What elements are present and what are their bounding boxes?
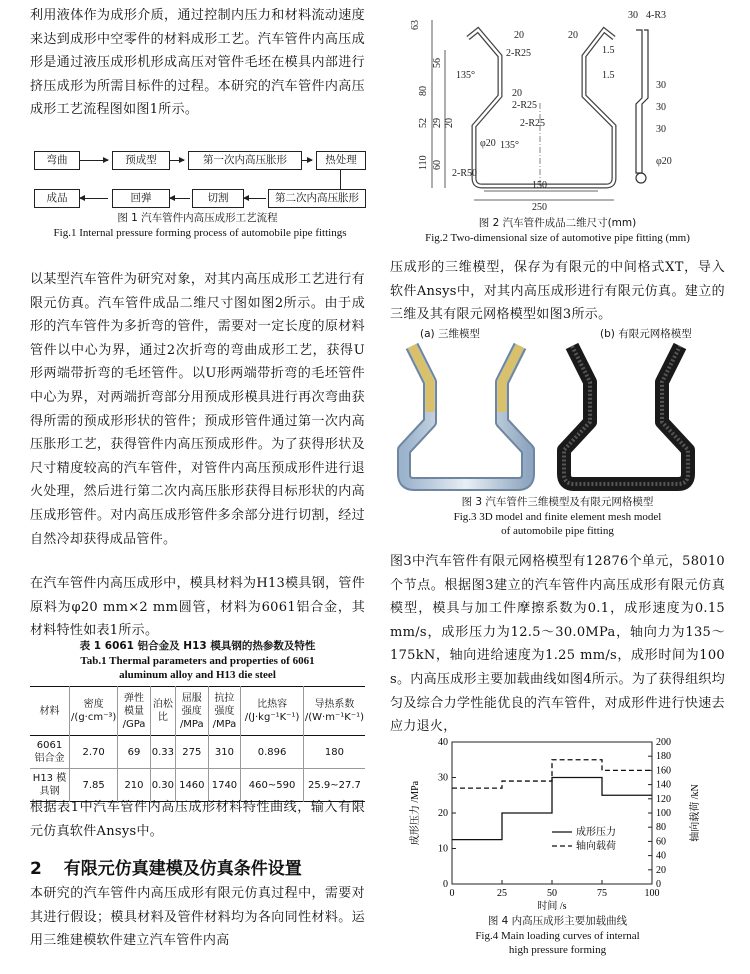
- dim-label: 2-R50: [452, 168, 477, 179]
- figure-3-label-b: (b) 有限元网格模型: [600, 328, 692, 340]
- table-row: [30, 736, 365, 769]
- section-number: 2: [30, 859, 42, 879]
- table-cell: 460~590: [241, 769, 304, 802]
- y-tick-label: 0: [443, 879, 448, 890]
- x-tick-label: 50: [547, 888, 557, 899]
- paragraph: 压成形的三维模型，保存为有限元的中间格式XT，导入软件Ansys中，对其内高压成形进行有限元仿真。建立的三维及其有限元网格模型如图3所示。: [390, 260, 725, 323]
- flow-box-cutting: 切割: [192, 189, 244, 208]
- dim-label: 60: [432, 160, 443, 170]
- table-cell: 0.33: [150, 736, 175, 769]
- legend-entry: 成形压力: [576, 827, 616, 838]
- legend-entry: 轴向载荷: [576, 841, 616, 852]
- figure-4-caption-en: high pressure forming: [508, 944, 607, 956]
- table-header-cell: 材料: [30, 687, 70, 736]
- y-tick-label: 20: [438, 808, 448, 819]
- paragraph: 利用液体作为成形介质，通过控制内压力和材料流动速度来达到成形中空零件的材料成形工艺。汽车管件内高压成形是通过液压成形机形成高压对管件毛坯在模具内部进行挤压成形为所需目标件的过程。本研究的汽车管件内高压成形工艺流程图如图1所示。: [30, 8, 365, 118]
- dim-label: 2-R25: [512, 100, 537, 111]
- flow-box-heat-treatment: 热处理: [316, 151, 366, 170]
- table-cell: 2.70: [70, 736, 118, 769]
- dim-label: 4-R3: [646, 10, 666, 21]
- table-header-cell: 弹性模量 /GPa: [118, 687, 150, 736]
- table-cell: 275: [175, 736, 208, 769]
- y2-tick-label: 20: [656, 864, 666, 876]
- figure-1-caption-cn: 图 1 汽车管件内高压成形工艺流程: [117, 212, 278, 224]
- flow-box-second-bulging: 第二次内高压胀形: [268, 189, 366, 208]
- dim-label: 30: [656, 80, 666, 91]
- flow-arrow: [302, 160, 312, 161]
- flow-box-product: 成品: [34, 189, 80, 208]
- table-cell: 210: [118, 769, 150, 802]
- y2-tick-label: 200: [656, 737, 671, 748]
- y2-tick-label: 160: [656, 765, 671, 777]
- table-cell: 0.30: [150, 769, 175, 802]
- dim-label: φ20: [656, 156, 672, 167]
- dim-label: 30: [656, 102, 666, 113]
- flow-connector: [340, 170, 341, 189]
- dim-label: 20: [444, 118, 455, 128]
- flow-arrow: [170, 160, 184, 161]
- y2-tick-label: 140: [656, 779, 671, 791]
- figure-3-caption-cn: 图 3 汽车管件三维模型及有限元网格模型: [461, 496, 654, 508]
- dim-label: 20: [512, 88, 522, 99]
- dim-label: 135°: [500, 140, 519, 151]
- figure-2-drawing: [390, 8, 725, 213]
- table-cell: 0.896: [241, 736, 304, 769]
- table-cell: 6061 铝合金: [30, 736, 70, 769]
- figure-3-label-a: (a) 三维模型: [420, 328, 480, 340]
- figure-3-caption-en: Fig.3 3D model and finite element mesh model: [453, 511, 662, 523]
- table-1-title-en: aluminum alloy and H13 die steel: [119, 669, 276, 681]
- table-header-cell: 密度 /(g·cm⁻³): [70, 687, 118, 736]
- mesh-model-image: [564, 346, 688, 484]
- table-cell: 25.9~27.7: [307, 779, 361, 791]
- table-1-title-cn: 表 1 6061 铝合金及 H13 模具钢的热参数及特性: [79, 640, 316, 652]
- table-1-title-en: Tab.1 Thermal parameters and properties of 6061: [80, 655, 315, 667]
- dim-label: 56: [432, 58, 443, 68]
- dim-label: 29: [432, 118, 443, 128]
- flow-box-first-bulging: 第一次内高压胀形: [188, 151, 302, 170]
- paragraph: 以某型汽车管件为研究对象，对其内高压成形工艺进行有限元仿真。汽车管件成品二维尺寸图如图2所示。由于成形的汽车管件为多折弯的管件，需要对一定长度的原材料管件以中心为界，通过2次折弯的弯曲成形工艺，获得U形两端带折弯的毛坯管件。以U形两端带折弯的毛坯管件中心为界，对两端折弯部分用预成形模具进行再次弯曲获得所需的预成形形状的管件；预成形管件通过第一次内高压胀形工艺，获得管件内高压预成形件。为了获得形状及尺寸精度较高的汽车管件，对管件内高压预成形件进行退火处理，然后进行第二次内高压胀形获得目标形状的内高压成形管件。对内高压成形管件多余部分进行切割，经过自然冷却获得成品管件。: [30, 272, 365, 547]
- flow-arrow: [244, 198, 266, 199]
- y2-tick-label: 180: [656, 751, 671, 763]
- dim-label: 1.5: [602, 70, 615, 81]
- dim-label: 1.5: [602, 45, 615, 56]
- y2-tick-label: 0: [656, 879, 661, 890]
- y2-tick-label: 60: [656, 836, 666, 848]
- y-tick-label: 30: [438, 772, 448, 784]
- flow-box-preform: 预成型: [112, 151, 170, 170]
- flow-arrow: [80, 160, 108, 161]
- y2-axis-label: 轴向载荷 /kN: [690, 784, 701, 842]
- y2-tick-label: 120: [656, 793, 671, 805]
- figure-1-caption-en: Fig.1 Internal pressure forming process of automobile pipe fittings: [53, 227, 347, 239]
- flow-arrow: [170, 198, 190, 199]
- section-heading: [30, 854, 302, 879]
- y2-tick-label: 40: [656, 850, 666, 862]
- dim-label: 80: [418, 86, 429, 96]
- paragraph: 在汽车管件内高压成形中，模具材料为H13模具钢，管件原料为φ20 mm×2 mm圆管，材料为6061铝合金，其材料特性如表1所示。: [30, 576, 365, 639]
- flow-box-springback: 回弹: [112, 189, 170, 208]
- dim-label: 2-R25: [520, 118, 545, 129]
- 3d-model-image: [404, 346, 528, 484]
- table-header-row: [30, 687, 365, 736]
- y-tick-label: 10: [438, 843, 448, 855]
- paragraph: 本研究的汽车管件内高压成形有限元仿真过程中，需要对其进行假设；模具材料及管件材料均为各向同性材料。运用三维建模软件建立汽车管件内高: [30, 886, 365, 949]
- x-tick-label: 25: [497, 888, 507, 899]
- table-cell: 1460: [175, 769, 208, 802]
- dim-label: 2-R25: [506, 48, 531, 59]
- paragraph: 根据表1中汽车管件内高压成形材料特性曲线，输入有限元仿真软件Ansys中。: [30, 800, 365, 839]
- table-cell: 69: [118, 736, 150, 769]
- flow-arrow: [80, 198, 108, 199]
- table-cell: 180: [324, 746, 344, 758]
- table-header-cell: 导热系数 /(W·m⁻¹K⁻¹): [304, 699, 365, 723]
- dim-label: 250: [532, 202, 547, 213]
- figure-4-chart: [390, 734, 725, 914]
- y-axis-label: 成形压力 /MPa: [410, 780, 421, 846]
- table-header-cell: 屈服强度 /MPa: [175, 687, 208, 736]
- dim-label: 150: [532, 180, 547, 191]
- figure-3-models: [390, 342, 725, 492]
- dim-label: 52: [418, 118, 429, 128]
- y2-tick-label: 100: [656, 808, 671, 819]
- x-tick-label: 75: [597, 888, 607, 899]
- figure-2-caption-en: Fig.2 Two-dimensional size of automotive pipe fitting (mm): [425, 232, 690, 244]
- table-cell: 7.85: [70, 769, 118, 802]
- figure-3-caption-en: of automobile pipe fitting: [501, 525, 614, 537]
- figure-4-caption-en: Fig.4 Main loading curves of internal: [475, 930, 640, 942]
- table-cell: 310: [208, 736, 241, 769]
- paragraph: 图3中汽车管件有限元网格模型有12876个单元，58010个节点。根据图3建立的汽车管件内高压成形有限元仿真模型，模具与加工件摩擦系数为0.1，成形速度为0.15 mm/s，成形压力为12.5～30.0MPa，轴向力为135～175kN，轴向进给速度为1.25 mm/s，成形时间为100 s。内高压成形主要加载曲线如图4所示。为了获得组织均匀及综合力学性能优良的汽车管件，对成形件进行快速去应力退火，: [390, 554, 725, 735]
- y2-tick-label: 80: [656, 822, 666, 834]
- dim-label: 110: [418, 155, 429, 170]
- table-cell: 1740: [208, 769, 241, 802]
- figure-2-caption-cn: 图 2 汽车管件成品二维尺寸(mm): [478, 217, 637, 229]
- dim-label: 30: [628, 10, 638, 21]
- table-header-cell: 抗拉强度 /MPa: [208, 687, 241, 736]
- x-axis-label: 时间 /s: [537, 901, 567, 912]
- table-header-cell: 泊松比: [150, 687, 175, 736]
- table-header-cell: 比热容 /(J·kg⁻¹K⁻¹): [241, 687, 304, 736]
- y-tick-label: 40: [438, 737, 448, 748]
- dim-label: 63: [410, 20, 421, 30]
- section-title: 有限元仿真建模及仿真条件设置: [63, 859, 302, 879]
- x-tick-label: 0: [449, 888, 455, 899]
- series-line-1: [452, 778, 652, 840]
- dim-label: 20: [514, 30, 524, 41]
- x-tick-label: 100: [644, 888, 660, 899]
- table-cell: H13 模具钢: [30, 769, 70, 802]
- table-1: [30, 686, 365, 802]
- dim-label: φ20: [480, 138, 496, 149]
- dim-label: 30: [656, 124, 666, 135]
- dim-label: 135°: [456, 70, 475, 81]
- dim-label: 20: [568, 30, 578, 41]
- flow-box-bend: 弯曲: [34, 151, 80, 170]
- figure-4-caption-cn: 图 4 内高压成形主要加载曲线: [487, 915, 628, 927]
